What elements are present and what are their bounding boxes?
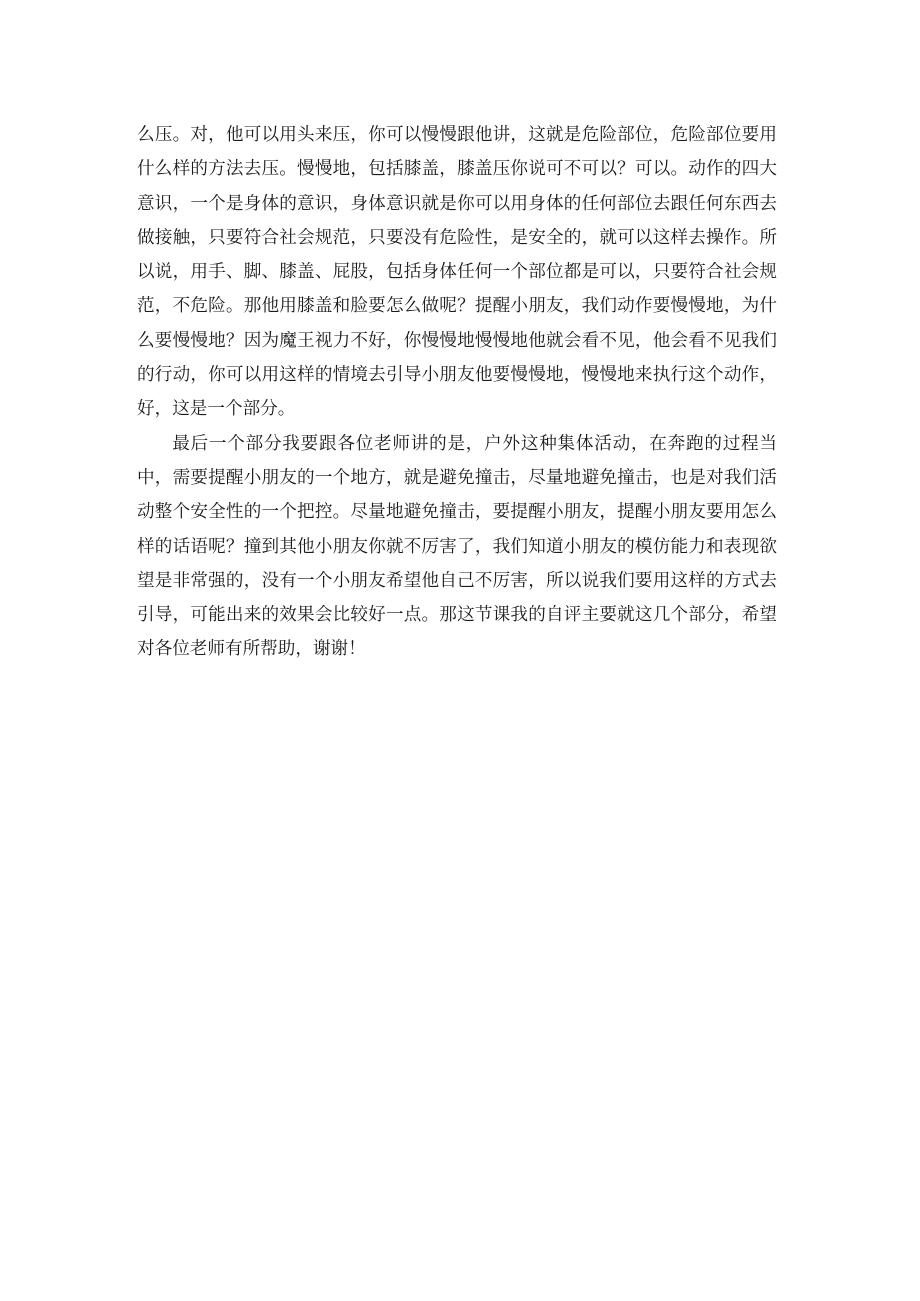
- document-body: [137, 118, 777, 667]
- paragraph-continuation: 么压。对，他可以用头来压，你可以慢慢跟他讲，这就是危险部位，危险部位要用什么样的方法去压。慢慢地，包括膝盖，膝盖压你说可不可以？可以。动作的四大意识，一个是身体的意识，身体意识就是你可以用身体的任何部位去跟任何东西去做接触，只要符合社会规范，只要没有危险性，是安全的，就可以这样去操作。所以说，用手、脚、膝盖、屁股，包括身体任何一个部位都是可以，只要符合社会规范，不危险。那他用膝盖和脸要怎么做呢？提醒小朋友，我们动作要慢慢地，为什么要慢慢地？因为魔王视力不好，你慢慢地慢慢地他就会看不见，他会看不见我们的行动，你可以用这样的情境去引导小朋友他要慢慢地，慢慢地来执行这个动作，好，这是一个部分。: [137, 125, 777, 420]
- paragraph-closing: 最后一个部分我要跟各位老师讲的是，户外这种集体活动，在奔跑的过程当中，需要提醒小朋友的一个地方，就是避免撞击，尽量地避免撞击，也是对我们活动整个安全性的一个把控。尽量地避免撞击，要提醒小朋友，提醒小朋友要用怎么样的话语呢？撞到其他小朋友你就不厉害了，我们知道小朋友的模仿能力和表现欲望是非常强的，没有一个小朋友希望他自己不厉害，所以说我们要用这样的方式去引导，可能出来的效果会比较好一点。那这节课我的自评主要就这几个部分，希望对各位老师有所帮助，谢谢！: [137, 433, 777, 660]
